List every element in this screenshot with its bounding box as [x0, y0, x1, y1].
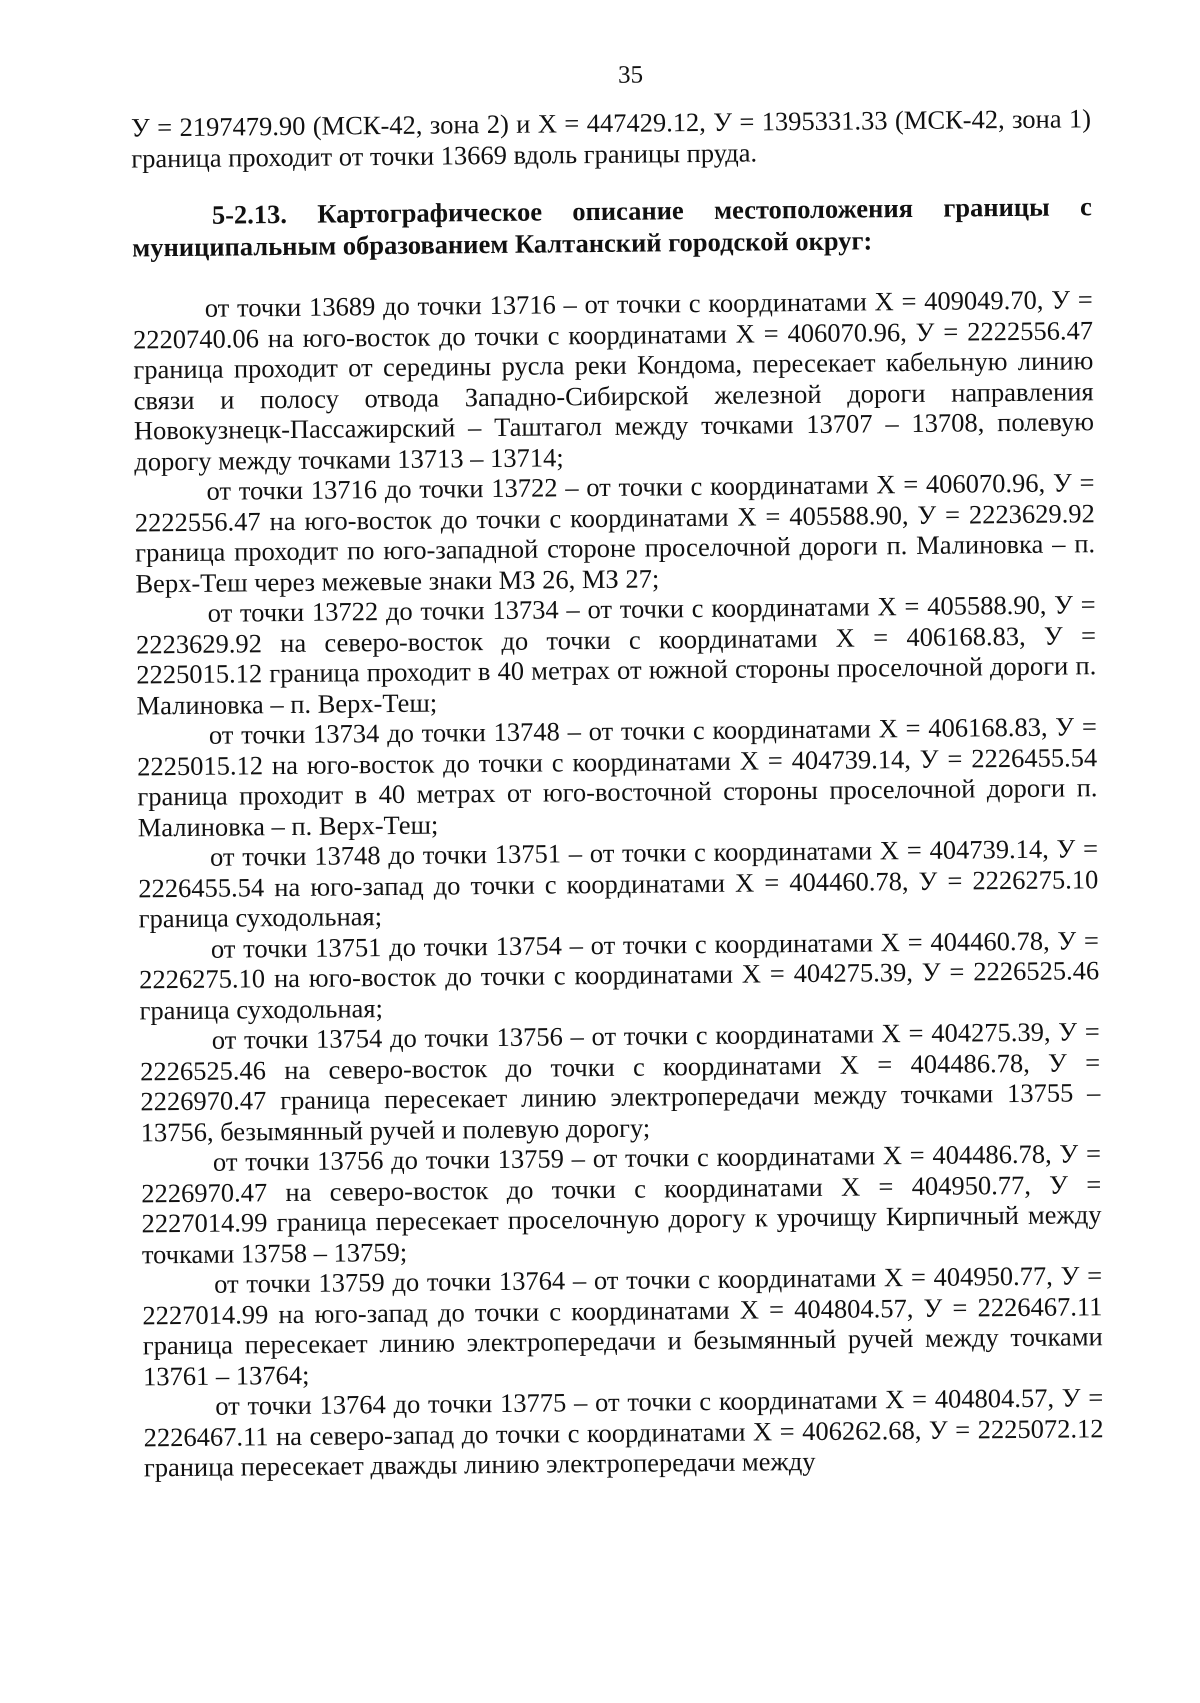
paragraph-4: от точки 13734 до точки 13748 – от точки с координатами Х = 406168.83, У = 2225015.12 на юго-восток до точки с координатами Х = 404739.14, У = 2226455.54 граница проходит в 40 метрах от юго-восточной стороны проселочной дороги п. Малиновка – п. Верх-Теш; — [137, 711, 1098, 842]
paragraph-10: от точки 13764 до точки 13775 – от точки с координатами Х = 404804.57, У = 2226467.11 на северо-запад до точки с координатами Х = 406262.68, У = 2225072.12 граница пересекает дважды линию электропередачи между — [143, 1382, 1104, 1483]
intro-paragraph: У = 2197479.90 (МСК-42, зона 2) и Х = 447429.12, У = 1395331.33 (МСК-42, зона 1) граница проходит от точки 13669 вдоль границы пруда. — [130, 103, 1092, 173]
paragraph-9: от точки 13759 до точки 13764 – от точки с координатами Х = 404950.77, У = 2227014.99 на юго-запад до точки с координатами Х = 404804.57, У = 2226467.11 граница пересекает линию электропередачи и безымянный ручей между точками 13761 – 13764; — [142, 1260, 1103, 1391]
page-number: 35 — [617, 61, 644, 89]
paragraph-8: от точки 13756 до точки 13759 – от точки с координатами Х = 404486.78, У = 2226970.47 на северо-восток до точки с координатами Х = 404950.77, У = 2227014.99 граница пересекает проселочную дорогу к урочищу Кирпичный между точками 13758 – 13759; — [141, 1138, 1102, 1269]
paragraph-7: от точки 13754 до точки 13756 – от точки с координатами Х = 404275.39, У = 2226525.46 на северо-восток до точки с координатами Х = 404486.78, У = 2226970.47 граница пересекает линию электропередачи между точками 13755 – 13756, безымянный ручей и полевую дорогу; — [139, 1016, 1101, 1147]
paragraph-1: от точки 13689 до точки 13716 – от точки с координатами Х = 409049.70, У = 2220740.06 на юго-восток до точки с координатами Х = 406070.96, У = 2222556.47 граница проходит от середины русла реки Кондома, пересекает кабельную линию связи и полосу отвода Западно-Сибирской железной дороги направления Новокузнецк-Пассажирский – Таштагол между точками 13707 – 13708, полевую дорогу между точками 13713 – 13714; — [132, 284, 1095, 476]
section-heading: 5-2.13. Картографическое описание местоположения границы с муниципальным образованием Калтанский городской округ: — [132, 191, 1092, 263]
paragraph-2: от точки 13716 до точки 13722 – от точки с координатами Х = 406070.96, У = 2222556.47 на юго-восток до точки с координатами Х = 405588.90, У = 2223629.92 граница проходит по юго-западной стороне проселочной дороги п. Малиновка – п. Верх-Теш через межевые знаки МЗ 26, МЗ 27; — [134, 467, 1096, 598]
paragraph-5: от точки 13748 до точки 13751 – от точки с координатами Х = 404739.14, У = 2226455.54 на юго-запад до точки с координатами Х = 404460.78, У = 2226275.10 граница суходольная; — [138, 833, 1099, 934]
paragraph-3: от точки 13722 до точки 13734 – от точки с координатами Х = 405588.90, У = 2223629.92 на северо-восток до точки с координатами Х = 406168.83, У = 2225015.12 граница проходит в 40 метрах от южной стороны проселочной дороги п. Малиновка – п. Верх-Теш; — [135, 589, 1097, 720]
paragraph-6: от точки 13751 до точки 13754 – от точки с координатами Х = 404460.78, У = 2226275.10 на юго-восток до точки с координатами Х = 404275.39, У = 2226525.46 граница суходольная; — [139, 924, 1100, 1025]
